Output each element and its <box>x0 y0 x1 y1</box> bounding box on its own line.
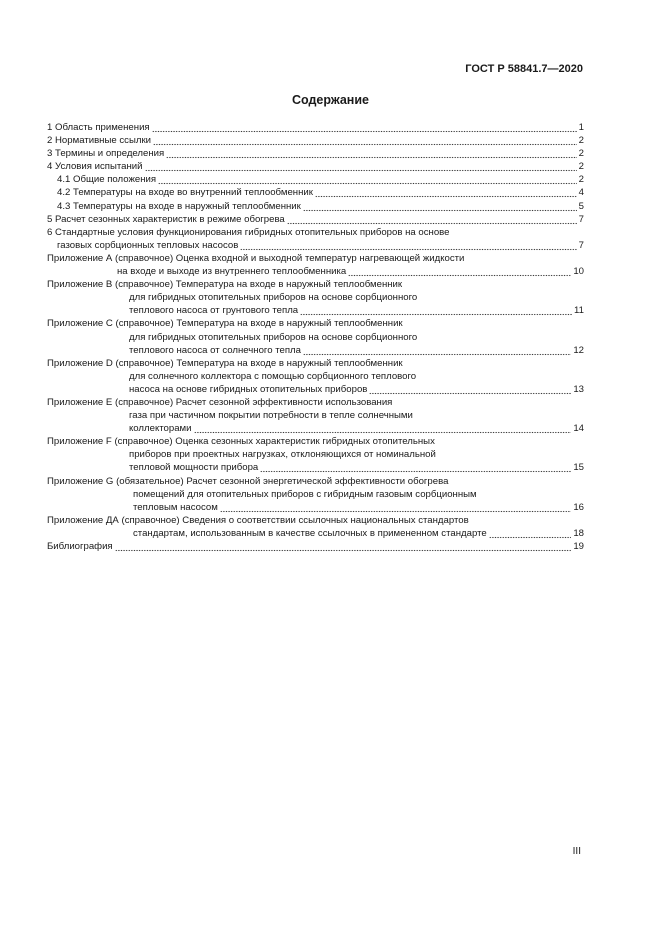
toc-page-number: 2 <box>578 161 584 173</box>
toc-entry-text: 5 Расчет сезонных характеристик в режиме обогрева <box>47 213 285 225</box>
standard-designation: ГОСТ Р 58841.7—2020 <box>465 63 583 75</box>
toc-page-number: 4 <box>578 187 584 199</box>
toc-entry-text: 1 Область применения <box>47 122 150 133</box>
dot-leader <box>369 383 571 396</box>
toc-page-number: 2 <box>578 174 584 186</box>
toc-entry-text: Приложение F (справочное) Оценка сезонных характеристик гибридных отопительных <box>47 436 435 448</box>
toc-page-number: 2 <box>578 148 584 160</box>
dot-leader <box>220 501 572 514</box>
toc-page-number: 10 <box>573 266 584 278</box>
toc-entry-text: насоса на основе гибридных отопительных приборов <box>129 383 368 395</box>
toc-entry-text: Приложение Е (справочное) Расчет сезонной эффективности использования <box>47 396 393 408</box>
toc-page-number: 7 <box>578 239 584 251</box>
toc-entry[interactable] <box>47 514 584 540</box>
toc-entry-text: Библиография <box>47 541 113 552</box>
dot-leader <box>153 134 577 147</box>
toc-entry[interactable] <box>47 357 584 396</box>
dot-leader <box>303 344 571 357</box>
toc-entry-text: для гибридных отопительных приборов на основе сорбционного <box>129 292 418 304</box>
toc-entry-text: на входе и выходе из внутреннего теплообменника <box>117 266 347 278</box>
toc-page-number: 19 <box>573 541 584 552</box>
toc-entry-text: коллекторами <box>129 423 192 435</box>
toc-entry[interactable] <box>47 147 584 160</box>
toc-entry-text: Приложение D (справочное) Температура на входе в наружный теплообменник <box>47 357 403 369</box>
toc-entry[interactable] <box>47 435 584 474</box>
dot-leader <box>348 265 571 278</box>
toc-entry[interactable] <box>47 278 584 317</box>
toc-entry[interactable] <box>47 186 584 199</box>
dot-leader <box>166 147 576 160</box>
toc-entry-text: 4.3 Температуры на входе в наружный теплообменник <box>57 200 301 212</box>
dot-leader <box>287 213 577 226</box>
toc-entry[interactable] <box>47 317 584 356</box>
toc-page-number: 14 <box>573 423 584 435</box>
toc-entry-text: Приложение ДА (справочное) Сведения о соответствии ссылочных национальных стандартов <box>47 514 469 526</box>
toc-entry-text: газа при частичном покрытии потребности в тепле солнечными <box>129 410 413 422</box>
dot-leader <box>300 304 572 317</box>
toc-entry[interactable] <box>47 475 584 514</box>
toc-page-number: 15 <box>573 462 584 474</box>
toc-page-number: 13 <box>573 383 584 395</box>
toc-entry-text: приборов при проектных нагрузках, отклоняющихся от номинальной <box>129 449 436 461</box>
toc-entry-text: тепловым насосом <box>133 501 218 513</box>
dot-leader <box>303 200 577 213</box>
toc-entry-text: стандартам, использованным в качестве ссылочных в примененном стандарте <box>133 527 487 539</box>
dot-leader <box>240 239 576 252</box>
toc-entry-text: газовых сорбционных тепловых насосов <box>57 239 239 251</box>
toc-entry-text: Приложение С (справочное) Температура на входе в наружный теплообменник <box>47 318 403 330</box>
toc-entry-text: для гибридных отопительных приборов на основе сорбционного <box>129 331 418 343</box>
toc-entry-text: помещений для отопительных приборов с гибридным газовым сорбционным <box>133 488 477 500</box>
toc-entry-text: Приложение G (обязательное) Расчет сезонной энергетической эффективности обогрева <box>47 475 449 487</box>
toc-page-number: 11 <box>574 305 584 317</box>
toc-entry-text: 4.2 Температуры на входе во внутренний теплообменник <box>57 187 313 199</box>
toc-entry[interactable] <box>47 121 584 134</box>
toc-entry-text: 3 Термины и определения <box>47 148 165 160</box>
dot-leader <box>145 160 577 173</box>
toc-entry-text: тепловой мощности прибора <box>129 462 259 474</box>
dot-leader <box>489 527 572 540</box>
toc-entry-text: Приложение А (справочное) Оценка входной и выходной температур нагревающей жидкости <box>47 252 465 264</box>
page-title: Содержание <box>291 93 369 107</box>
dot-leader <box>158 173 577 186</box>
toc-entry[interactable] <box>47 252 584 278</box>
dot-leader <box>152 121 577 134</box>
toc-entry[interactable] <box>47 540 584 553</box>
dot-leader <box>115 540 572 553</box>
toc-entry[interactable] <box>47 213 584 226</box>
toc-page-number: 18 <box>573 527 584 539</box>
toc-entry-text: теплового насоса от грунтового тепла <box>129 305 299 317</box>
dot-leader <box>315 186 577 199</box>
toc-entry[interactable] <box>47 134 584 147</box>
toc-page-number: 1 <box>578 122 584 133</box>
toc-entry-text: теплового насоса от солнечного тепла <box>129 344 301 356</box>
toc-page-number: 2 <box>578 135 584 147</box>
toc-entry-text: 2 Нормативные ссылки <box>47 135 152 147</box>
toc-page-number: 7 <box>578 213 584 225</box>
toc-entry[interactable] <box>47 226 584 252</box>
toc-page-number: 5 <box>578 200 584 212</box>
toc-entry[interactable] <box>47 160 584 173</box>
toc-entry-text: 6 Стандартные условия функционирования гибридных отопительных приборов на основе <box>47 226 450 238</box>
toc-entry-text: 4 Условия испытаний <box>47 161 143 173</box>
toc-entry[interactable] <box>47 396 584 435</box>
dot-leader <box>194 422 572 435</box>
toc-page-number: 12 <box>573 344 584 356</box>
table-of-contents <box>47 121 584 553</box>
toc-entry-text: 4.1 Общие положения <box>57 174 157 186</box>
toc-page-number: 16 <box>573 501 584 513</box>
page-number: III <box>572 846 581 857</box>
toc-entry[interactable] <box>47 200 584 213</box>
dot-leader <box>260 461 571 474</box>
toc-entry-text: для солнечного коллектора с помощью сорбционного теплового <box>129 370 417 382</box>
toc-entry-text: Приложение В (справочное) Температура на входе в наружный теплообменник <box>47 279 403 291</box>
toc-entry[interactable] <box>47 173 584 186</box>
